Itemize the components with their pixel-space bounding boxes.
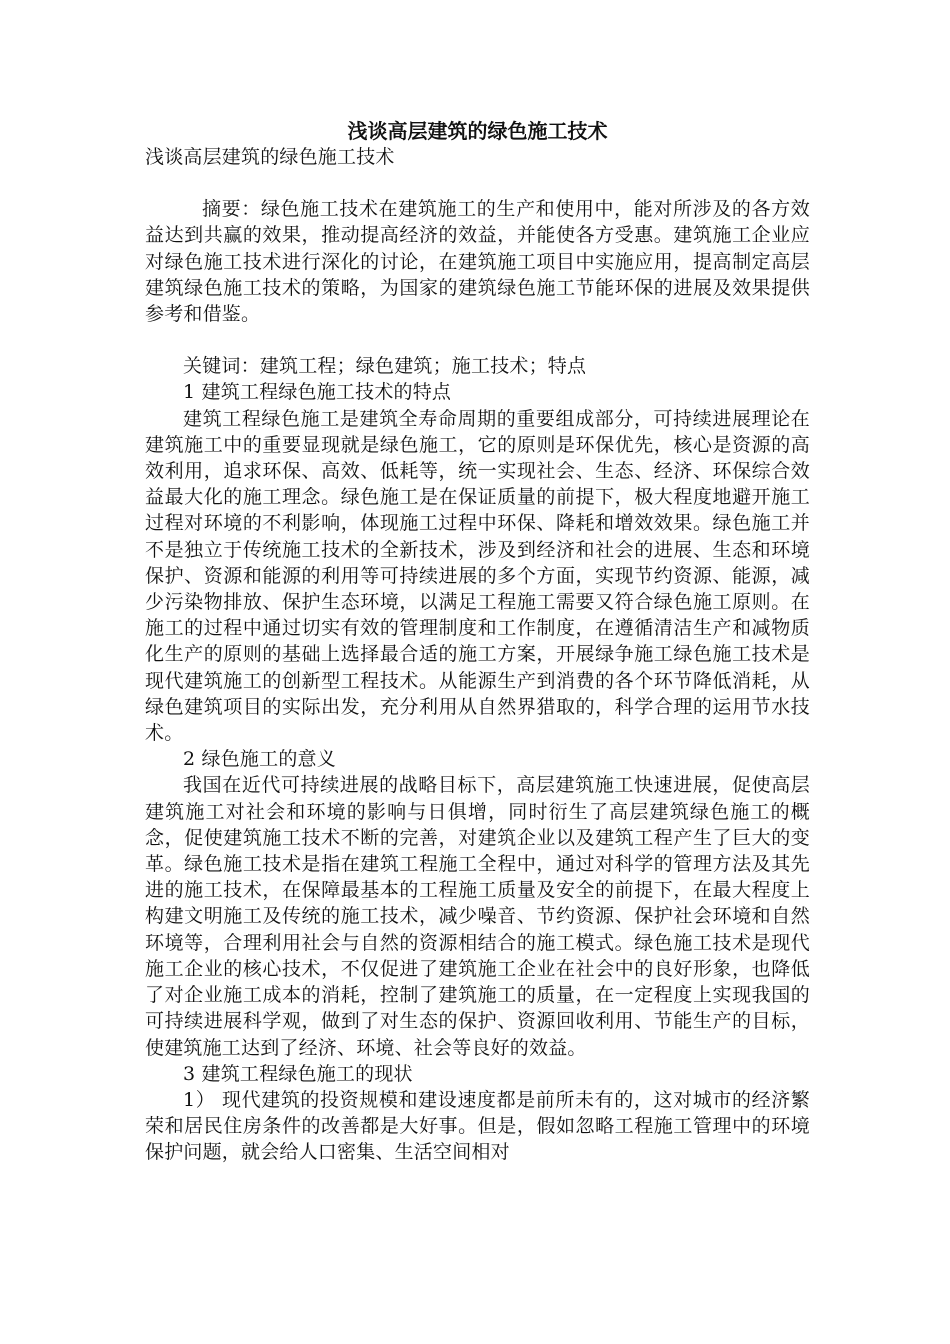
section-1-heading: 1 建筑工程绿色施工技术的特点 bbox=[183, 381, 452, 404]
keywords-line: 关键词：建筑工程；绿色建筑；施工技术；特点 bbox=[183, 355, 587, 378]
section-2-heading: 2 绿色施工的意义 bbox=[183, 748, 336, 771]
blank-line bbox=[145, 170, 810, 196]
section-3-heading: 3 建筑工程绿色施工的现状 bbox=[183, 1062, 413, 1085]
abstract-paragraph: 摘要：绿色施工技术在建筑施工的生产和使用中，能对所涉及的各方效益达到共赢的效果，推动提高经济的效益，并能使各方受惠。建筑施工企业应对绿色施工技术进行深化的讨论，在建筑施工项目中实施应用，提高制定高层建筑绿色施工技术的策略，为国家的建筑绿色施工节能环保的进展及效果提供参考和借鉴。 bbox=[145, 198, 810, 326]
section-3-body: 1） 现代建筑的投资规模和建设速度都是前所未有的，这对城市的经济繁荣和居民住房条件的改善都是大好事。但是，假如忽略工程施工管理中的环境保护问题，就会给人口密集、生活空间相对 bbox=[145, 1088, 810, 1164]
blank-line bbox=[145, 327, 810, 353]
document-title: 浅谈高层建筑的绿色施工技术 bbox=[347, 119, 608, 143]
document-page bbox=[145, 118, 810, 1166]
document-subtitle: 浅谈高层建筑的绿色施工技术 bbox=[145, 146, 395, 168]
section-1-body: 建筑工程绿色施工是建筑全寿命周期的重要组成部分，可持续进展理论在建筑施工中的重要显现就是绿色施工，它的原则是环保优先，核心是资源的高效利用，追求环保、高效、低耗等，统一实现社会、生态、经济、环保综合效益最大化的施工理念。绿色施工是在保证质量的前提下，极大程度地避开施工过程对环境的不利影响，体现施工过程中环保、降耗和增效效果。绿色施工并不是独立于传统施工技术的全新技术，涉及到经济和社会的进展、生态和环境保护、资源和能源的利用等可持续进展的多个方面，实现节约资源、能源，减少污染物排放、保护生态环境，以满足工程施工需要又符合绿色施工原则。在施工的过程中通过切实有效的管理制度和工作制度，在遵循清洁生产和减物质化生产的原则的基础上选择最合适的施工方案，开展绿争施工绿色施工技术是现代建筑施工的创新型工程技术。从能源生产到消费的各个环节降低消耗，从绿色建筑项目的实际出发，充分利用从自然界猎取的，科学合理的运用节水技术。 bbox=[145, 407, 810, 745]
section-2-body: 我国在近代可持续进展的战略目标下，高层建筑施工快速进展，促使高层建筑施工对社会和环境的影响与日俱增，同时衍生了高层建筑绿色施工的概念，促使建筑施工技术不断的完善，对建筑企业以及建筑工程产生了巨大的变革。绿色施工技术是指在建筑工程施工全程中，通过对科学的管理方法及其先进的施工技术，在保障最基本的工程施工质量及安全的前提下，在最大程度上构建文明施工及传统的施工技术，减少噪音、节约资源、保护社会环境和自然环境等，合理利用社会与自然的资源相结合的施工模式。绿色施工技术是现代施工企业的核心技术，不仅促进了建筑施工企业在社会中的良好形象，也降低了对企业施工成本的消耗，控制了建筑施工的质量，在一定程度上实现我国的可持续进展科学观，做到了对生态的保护、资源回收利用、节能生产的目标，使建筑施工达到了经济、环境、社会等良好的效益。 bbox=[145, 774, 810, 1059]
